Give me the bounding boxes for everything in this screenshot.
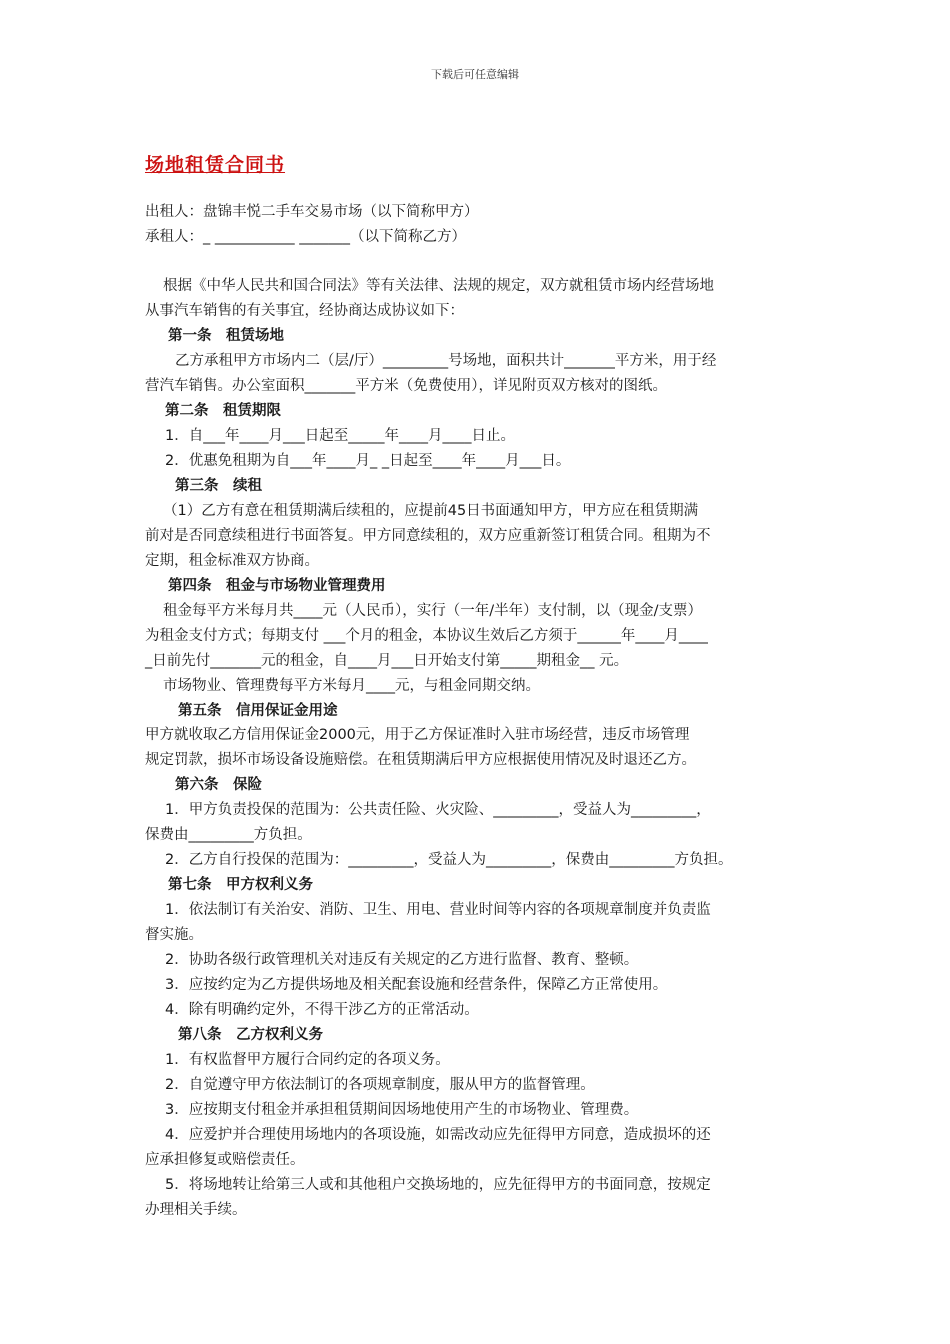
article-2-heading: 第二条 租赁期限 bbox=[165, 403, 281, 419]
article-6-heading: 第六条 保险 bbox=[175, 777, 262, 793]
page-header: 下载后可任意编辑 bbox=[431, 68, 519, 81]
article-4-text: 市场物业、管理费每平方米每月____元，与租金同期交纳。 bbox=[163, 678, 540, 694]
article-7-item: 督实施。 bbox=[145, 927, 203, 943]
article-4-text: 为租金支付方式；每期支付 ___个月的租金，本协议生效后乙方须于______年____月____ bbox=[145, 628, 708, 644]
article-1-text: 乙方承租甲方市场内二（层/厅）_________号场地，面积共计_______平方米，用于经 bbox=[175, 353, 717, 369]
article-8-item: 2．自觉遵守甲方依法制订的各项规章制度，服从甲方的监督管理。 bbox=[165, 1077, 595, 1093]
article-1-heading: 第一条 租赁场地 bbox=[168, 328, 284, 344]
article-7-heading: 第七条 甲方权利义务 bbox=[168, 877, 313, 893]
article-8-heading: 第八条 乙方权利义务 bbox=[178, 1027, 323, 1043]
article-7-item: 4．除有明确约定外，不得干涉乙方的正常活动。 bbox=[165, 1002, 479, 1018]
lessee-line: 承租人：_ ___________ _______（以下简称乙方） bbox=[145, 229, 466, 245]
lessor-line: 出租人：盘锦丰悦二手车交易市场（以下简称甲方） bbox=[145, 204, 479, 220]
article-4-text: _日前先付_______元的租金，自____月___日开始支付第_____期租金__ 元。 bbox=[145, 653, 629, 669]
article-3-text: 定期，租金标准双方协商。 bbox=[145, 553, 319, 569]
article-5-text: 规定罚款，损坏市场设备设施赔偿。在租赁期满后甲方应根据使用情况及时退还乙方。 bbox=[145, 752, 696, 768]
article-2-item: 2．优惠免租期为自___年____月_ _日起至____年____月___日。 bbox=[165, 453, 571, 469]
article-7-item: 2．协助各级行政管理机关对违反有关规定的乙方进行监督、教育、整顿。 bbox=[165, 952, 639, 968]
article-8-item: 3．应按期支付租金并承担租赁期间因场地使用产生的市场物业、管理费。 bbox=[165, 1102, 639, 1118]
article-8-item: 应承担修复或赔偿责任。 bbox=[145, 1152, 305, 1168]
article-6-item: 保费由_________方负担。 bbox=[145, 827, 312, 843]
article-3-text: （1）乙方有意在租赁期满后续租的，应提前45日书面通知甲方，甲方应在租赁期满 bbox=[163, 503, 699, 519]
article-8-item: 1．有权监督甲方履行合同约定的各项义务。 bbox=[165, 1052, 450, 1068]
contract-title: 场地租赁合同书 bbox=[145, 154, 286, 176]
article-2-item: 1．自___年____月___日起至_____年____月____日止。 bbox=[165, 428, 515, 444]
article-7-item: 3．应按约定为乙方提供场地及相关配套设施和经营条件，保障乙方正常使用。 bbox=[165, 977, 668, 993]
article-8-item: 办理相关手续。 bbox=[145, 1202, 247, 1218]
article-7-item: 1．依法制订有关治安、消防、卫生、用电、营业时间等内容的各项规章制度并负责监 bbox=[165, 902, 711, 918]
article-3-heading: 第三条 续租 bbox=[175, 478, 262, 494]
article-6-item: 2．乙方自行投保的范围为：_________，受益人为_________，保费由_________方负担。 bbox=[165, 852, 733, 868]
article-5-heading: 第五条 信用保证金用途 bbox=[178, 703, 338, 719]
preamble-line: 根据《中华人民共和国合同法》等有关法律、法规的规定，双方就租赁市场内经营场地 bbox=[163, 278, 714, 294]
article-8-item: 4．应爱护并合理使用场地内的各项设施，如需改动应先征得甲方同意，造成损坏的还 bbox=[165, 1127, 711, 1143]
article-5-text: 甲方就收取乙方信用保证金2000元，用于乙方保证准时入驻市场经营，违反市场管理 bbox=[145, 727, 690, 743]
article-4-heading: 第四条 租金与市场物业管理费用 bbox=[168, 578, 386, 594]
preamble-line: 从事汽车销售的有关事宜，经协商达成协议如下： bbox=[145, 303, 464, 319]
article-4-text: 租金每平方米每月共____元（人民币），实行（一年/半年）支付制，以（现金/支票） bbox=[163, 603, 703, 619]
article-3-text: 前对是否同意续租进行书面答复。甲方同意续租的，双方应重新签订租赁合同。租期为不 bbox=[145, 528, 711, 544]
article-1-text: 营汽车销售。办公室面积_______平方米（免费使用），详见附页双方核对的图纸。 bbox=[145, 378, 667, 394]
article-6-item: 1．甲方负责投保的范围为：公共责任险、火灾险、_________，受益人为_________， bbox=[165, 802, 711, 818]
article-8-item: 5．将场地转让给第三人或和其他租户交换场地的，应先征得甲方的书面同意，按规定 bbox=[165, 1177, 711, 1193]
